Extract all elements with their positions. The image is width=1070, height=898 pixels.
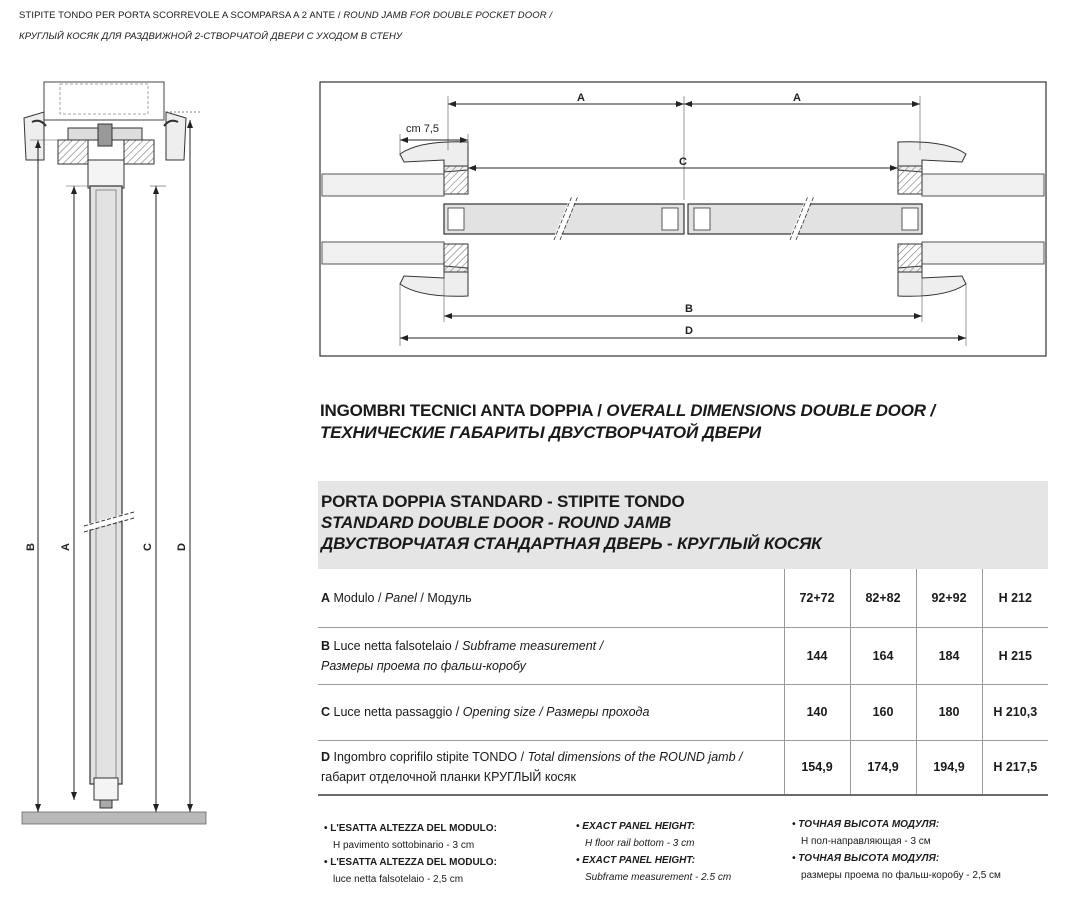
row-label-line2: Размеры проема по фальш-коробу [321, 658, 526, 673]
cell-value: H 212 [982, 569, 1048, 627]
note-heading: • L'ESATTA ALTEZZA DEL MODULO: [324, 823, 497, 834]
cell-value: 154,9 [784, 740, 850, 795]
table-title-line-3: ДВУСТВОРЧАТАЯ СТАНДАРТНАЯ ДВЕРЬ - КРУГЛЫЙ КОСЯК [321, 534, 822, 553]
row-label-a [318, 569, 784, 627]
row-label-it: Luce netta passaggio / [330, 705, 463, 719]
cell-value: 184 [916, 627, 982, 684]
cell-value: 72+72 [784, 569, 850, 627]
section-title-line-2 [320, 422, 761, 443]
table-row [318, 684, 1048, 740]
table-row [318, 627, 1048, 684]
cell-value: 160 [850, 684, 916, 740]
row-label-en: Panel [384, 590, 417, 605]
plan-label-a-right: A [793, 92, 801, 104]
row-key: C [321, 705, 331, 719]
table-title-line-2: STANDARD DOUBLE DOOR - ROUND JAMB [321, 513, 672, 532]
table-title-band [318, 481, 1048, 569]
header-line-1-italic: ROUND JAMB FOR DOUBLE POCKET DOOR / [343, 10, 553, 21]
cell-value: 140 [784, 684, 850, 740]
cell-value: 82+82 [850, 569, 916, 627]
plan-label-b: B [685, 303, 693, 315]
plan-label-c: C [679, 156, 687, 168]
plan-label-d: D [685, 325, 693, 337]
notes-english [576, 818, 731, 886]
row-key: A [321, 590, 331, 605]
note-text: размеры проема по фальш-коробу - 2,5 см [801, 870, 1001, 881]
cell-value: 174,9 [850, 740, 916, 795]
row-label-it: Ingombro coprifilo stipite TONDO / [330, 750, 528, 765]
cell-value: 194,9 [916, 740, 982, 795]
row-label-it: Luce netta falsotelaio / [330, 638, 463, 653]
row-label-en: Opening size [462, 705, 536, 719]
section-title-line-1 [320, 400, 935, 421]
row-label-b [318, 627, 784, 684]
cell-value: 144 [784, 627, 850, 684]
side-label-c: C [142, 543, 154, 551]
side-section-drawing [0, 0, 320, 898]
notes-russian [792, 816, 1001, 884]
section-title-italic: OVERALL DIMENSIONS DOUBLE DOOR / [606, 401, 935, 420]
table-title-line-1: PORTA DOPPIA STANDARD - STIPITE TONDO [321, 492, 685, 511]
cell-value: H 217,5 [982, 740, 1048, 795]
note-text: Н пол-направляющая - 3 см [801, 836, 931, 847]
note-heading: • L'ESATTA ALTEZZA DEL MODULO: [324, 857, 497, 868]
notes-italian [324, 820, 497, 888]
cell-value: H 210,3 [982, 684, 1048, 740]
row-label-line2: габарит отделочной планки КРУГЛЫЙ косяк [321, 770, 576, 785]
note-text: luce netta falsotelaio - 2,5 cm [333, 874, 464, 885]
note-heading: • ТОЧНАЯ ВЫСОТА МОДУЛЯ: [792, 853, 940, 864]
row-label-it: Modulo / [330, 590, 385, 605]
cell-value: 164 [850, 627, 916, 684]
note-heading: • EXACT PANEL HEIGHT: [576, 821, 696, 832]
row-label-en: Total dimensions of the ROUND jamb / [527, 750, 743, 765]
dimensions-table [318, 569, 1048, 796]
header-line-2-text: КРУГЛЫЙ КОСЯК ДЛЯ РАЗДВИЖНОЙ 2-СТВОРЧАТОЙ ДВЕРИ С УХОДОМ В СТЕНУ [19, 31, 403, 42]
row-label-d [318, 740, 784, 795]
cell-value: H 215 [982, 627, 1048, 684]
note-heading: • EXACT PANEL HEIGHT: [576, 855, 696, 866]
note-text: Subframe measurement - 2.5 cm [585, 872, 732, 883]
row-label-ru: / Размеры прохода [535, 705, 650, 719]
plan-label-a-left: A [577, 92, 585, 104]
section-title-main: INGOMBRI TECNICI ANTA DOPPIA / [320, 401, 607, 420]
table-row [318, 740, 1048, 795]
row-label-ru: / Модуль [416, 590, 472, 605]
note-heading: • ТОЧНАЯ ВЫСОТА МОДУЛЯ: [792, 819, 940, 830]
row-label-c [318, 684, 784, 740]
table-row [318, 569, 1048, 627]
cell-value: 92+92 [916, 569, 982, 627]
row-label-en: Subframe measurement / [462, 638, 604, 653]
side-label-b: B [25, 543, 37, 551]
plan-label-cm: cm 7,5 [406, 123, 440, 135]
cell-value: 180 [916, 684, 982, 740]
row-key: D [321, 750, 331, 765]
section-title-ru: ТЕХНИЧЕСКИЕ ГАБАРИТЫ ДВУСТВОРЧАТОЙ ДВЕРИ [320, 423, 761, 442]
row-key: B [321, 638, 331, 653]
header-line-1-main: STIPITE TONDO PER PORTA SCORREVOLE A SCOMPARSA A 2 ANTE / [19, 10, 344, 21]
note-text: H floor rail bottom - 3 cm [585, 838, 695, 849]
side-label-a: A [60, 543, 72, 551]
side-label-d: D [176, 543, 188, 551]
note-text: H pavimento sottobinario - 3 cm [333, 840, 475, 851]
